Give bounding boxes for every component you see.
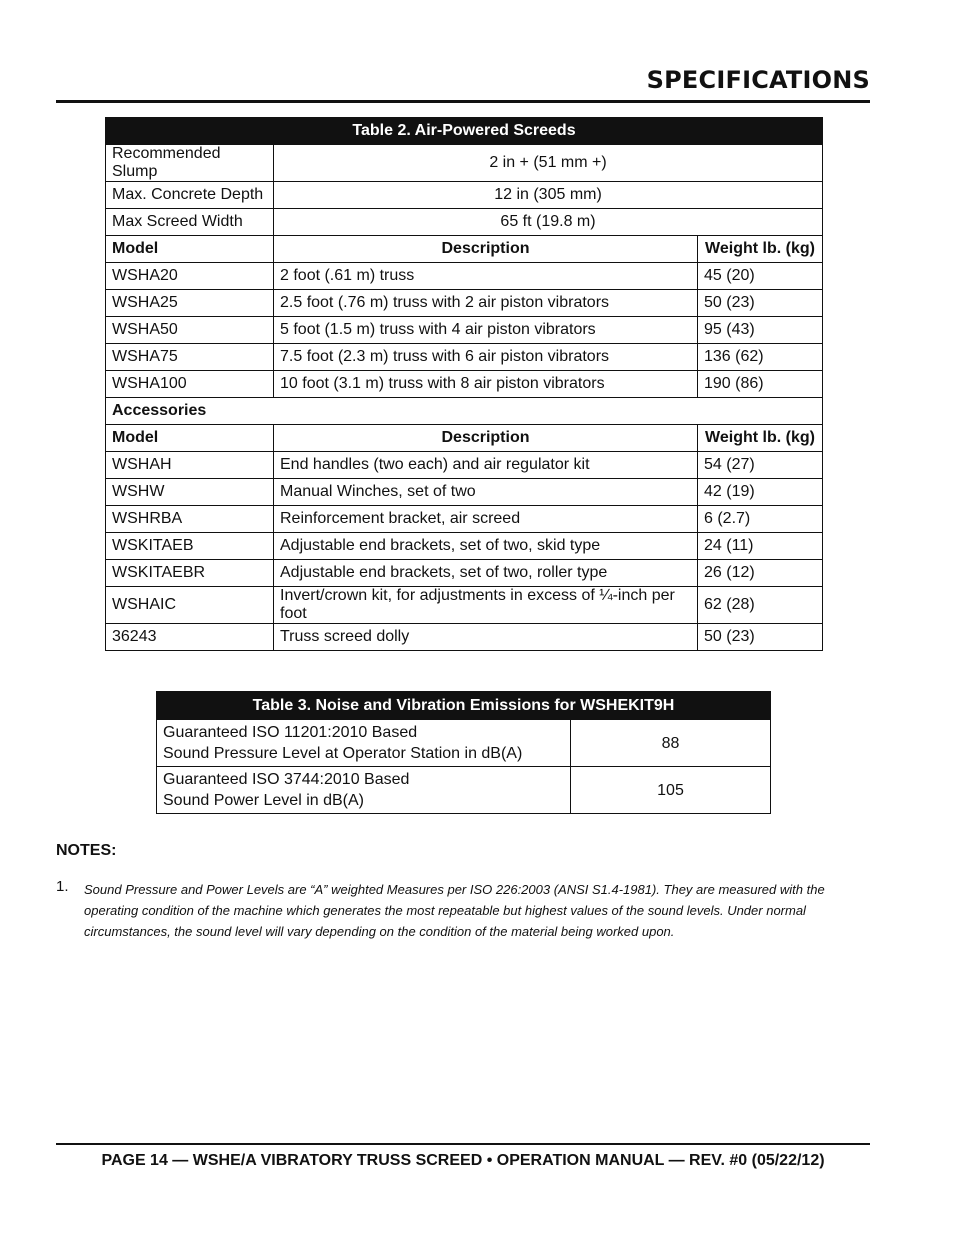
emission-label bbox=[157, 720, 571, 767]
weight-cell: 190 (86) bbox=[698, 371, 823, 398]
weight-cell: 50 (23) bbox=[698, 290, 823, 317]
table-row bbox=[106, 263, 823, 290]
model-cell: WSHAIC bbox=[106, 587, 274, 624]
column-header-weight: Weight lb. (kg) bbox=[698, 425, 823, 452]
spec-row bbox=[106, 182, 823, 209]
description-cell: Adjustable end brackets, set of two, skid type bbox=[274, 533, 698, 560]
emission-label bbox=[157, 767, 571, 814]
column-header-model: Model bbox=[106, 425, 274, 452]
weight-cell: 6 (2.7) bbox=[698, 506, 823, 533]
model-cell: WSHA50 bbox=[106, 317, 274, 344]
table-title-row bbox=[157, 692, 771, 720]
table-row bbox=[157, 720, 771, 767]
model-cell: 36243 bbox=[106, 624, 274, 651]
column-header-row bbox=[106, 425, 823, 452]
description-cell: Adjustable end brackets, set of two, roller type bbox=[274, 560, 698, 587]
table-row bbox=[106, 624, 823, 651]
column-header-model: Model bbox=[106, 236, 274, 263]
weight-cell: 50 (23) bbox=[698, 624, 823, 651]
weight-cell: 136 (62) bbox=[698, 344, 823, 371]
accessories-label: Accessories bbox=[106, 398, 823, 425]
table-row bbox=[106, 506, 823, 533]
column-header-description: Description bbox=[274, 236, 698, 263]
description-cell: Truss screed dolly bbox=[274, 624, 698, 651]
emission-label-line2: Sound Power Level in dB(A) bbox=[163, 792, 364, 809]
model-cell: WSHAH bbox=[106, 452, 274, 479]
spec-row bbox=[106, 209, 823, 236]
weight-cell: 24 (11) bbox=[698, 533, 823, 560]
table-row bbox=[157, 767, 771, 814]
column-header-weight: Weight lb. (kg) bbox=[698, 236, 823, 263]
emission-label-line1: Guaranteed ISO 3744:2010 Based bbox=[163, 771, 410, 788]
model-cell: WSHA75 bbox=[106, 344, 274, 371]
emission-label-line1: Guaranteed ISO 11201:2010 Based bbox=[163, 724, 418, 741]
description-cell: 10 foot (3.1 m) truss with 8 air piston vibrators bbox=[274, 371, 698, 398]
description-cell: Invert/crown kit, for adjustments in excess of ¼-inch per foot bbox=[274, 587, 698, 624]
page-footer: PAGE 14 — WSHE/A VIBRATORY TRUSS SCREED • OPERATION MANUAL — REV. #0 (05/22/12) bbox=[101, 1152, 825, 1169]
weight-cell: 42 (19) bbox=[698, 479, 823, 506]
spec-value: 65 ft (19.8 m) bbox=[274, 209, 823, 236]
weight-cell: 54 (27) bbox=[698, 452, 823, 479]
model-cell: WSKITAEB bbox=[106, 533, 274, 560]
page-title: SPECIFICATIONS bbox=[646, 66, 870, 94]
table-row bbox=[106, 479, 823, 506]
table-row bbox=[106, 371, 823, 398]
model-cell: WSHA100 bbox=[106, 371, 274, 398]
table-row bbox=[106, 344, 823, 371]
weight-cell: 45 (20) bbox=[698, 263, 823, 290]
footer-rule bbox=[56, 1143, 870, 1145]
weight-cell: 26 (12) bbox=[698, 560, 823, 587]
table-row bbox=[106, 452, 823, 479]
table-row bbox=[106, 587, 823, 624]
header-rule bbox=[56, 100, 870, 103]
table-row bbox=[106, 560, 823, 587]
emission-value: 105 bbox=[571, 767, 771, 814]
description-cell: 7.5 foot (2.3 m) truss with 6 air piston vibrators bbox=[274, 344, 698, 371]
description-cell: Reinforcement bracket, air screed bbox=[274, 506, 698, 533]
emission-label-line2: Sound Pressure Level at Operator Station in dB(A) bbox=[163, 745, 523, 762]
description-cell: 2.5 foot (.76 m) truss with 2 air piston vibrators bbox=[274, 290, 698, 317]
spec-value: 12 in (305 mm) bbox=[274, 182, 823, 209]
model-cell: WSHW bbox=[106, 479, 274, 506]
model-cell: WSHRBA bbox=[106, 506, 274, 533]
model-cell: WSHA25 bbox=[106, 290, 274, 317]
column-header-description: Description bbox=[274, 425, 698, 452]
description-cell: End handles (two each) and air regulator kit bbox=[274, 452, 698, 479]
table-row bbox=[106, 533, 823, 560]
column-header-row bbox=[106, 236, 823, 263]
note-text: Sound Pressure and Power Levels are “A” weighted Measures per ISO 226:2003 (ANSI S1.4-1981). They are measured with the operating condition of the machine which generates the most repeatable but highest values of the sound levels. Under normal circumstances, the sound level will vary depending on the condition of the material being worked upon. bbox=[84, 882, 825, 939]
table-row bbox=[106, 290, 823, 317]
table-title: Table 2. Air-Powered Screeds bbox=[106, 118, 823, 145]
spec-row bbox=[106, 145, 823, 182]
table-title: Table 3. Noise and Vibration Emissions for WSHEKIT9H bbox=[157, 692, 771, 720]
noise-vibration-table bbox=[156, 691, 771, 814]
table-title-row bbox=[106, 118, 823, 145]
weight-cell: 95 (43) bbox=[698, 317, 823, 344]
spec-label: Max. Concrete Depth bbox=[106, 182, 274, 209]
air-powered-screeds-table bbox=[105, 117, 823, 651]
table-row bbox=[106, 317, 823, 344]
accessories-header-row bbox=[106, 398, 823, 425]
note-number: 1. bbox=[56, 878, 69, 895]
emission-value: 88 bbox=[571, 720, 771, 767]
weight-cell: 62 (28) bbox=[698, 587, 823, 624]
model-cell: WSKITAEBR bbox=[106, 560, 274, 587]
description-cell: 5 foot (1.5 m) truss with 4 air piston vibrators bbox=[274, 317, 698, 344]
description-cell: Manual Winches, set of two bbox=[274, 479, 698, 506]
spec-label: Max Screed Width bbox=[106, 209, 274, 236]
spec-label: Recommended Slump bbox=[106, 145, 274, 182]
spec-value: 2 in + (51 mm +) bbox=[274, 145, 823, 182]
notes-heading: NOTES: bbox=[56, 842, 117, 859]
description-cell: 2 foot (.61 m) truss bbox=[274, 263, 698, 290]
model-cell: WSHA20 bbox=[106, 263, 274, 290]
